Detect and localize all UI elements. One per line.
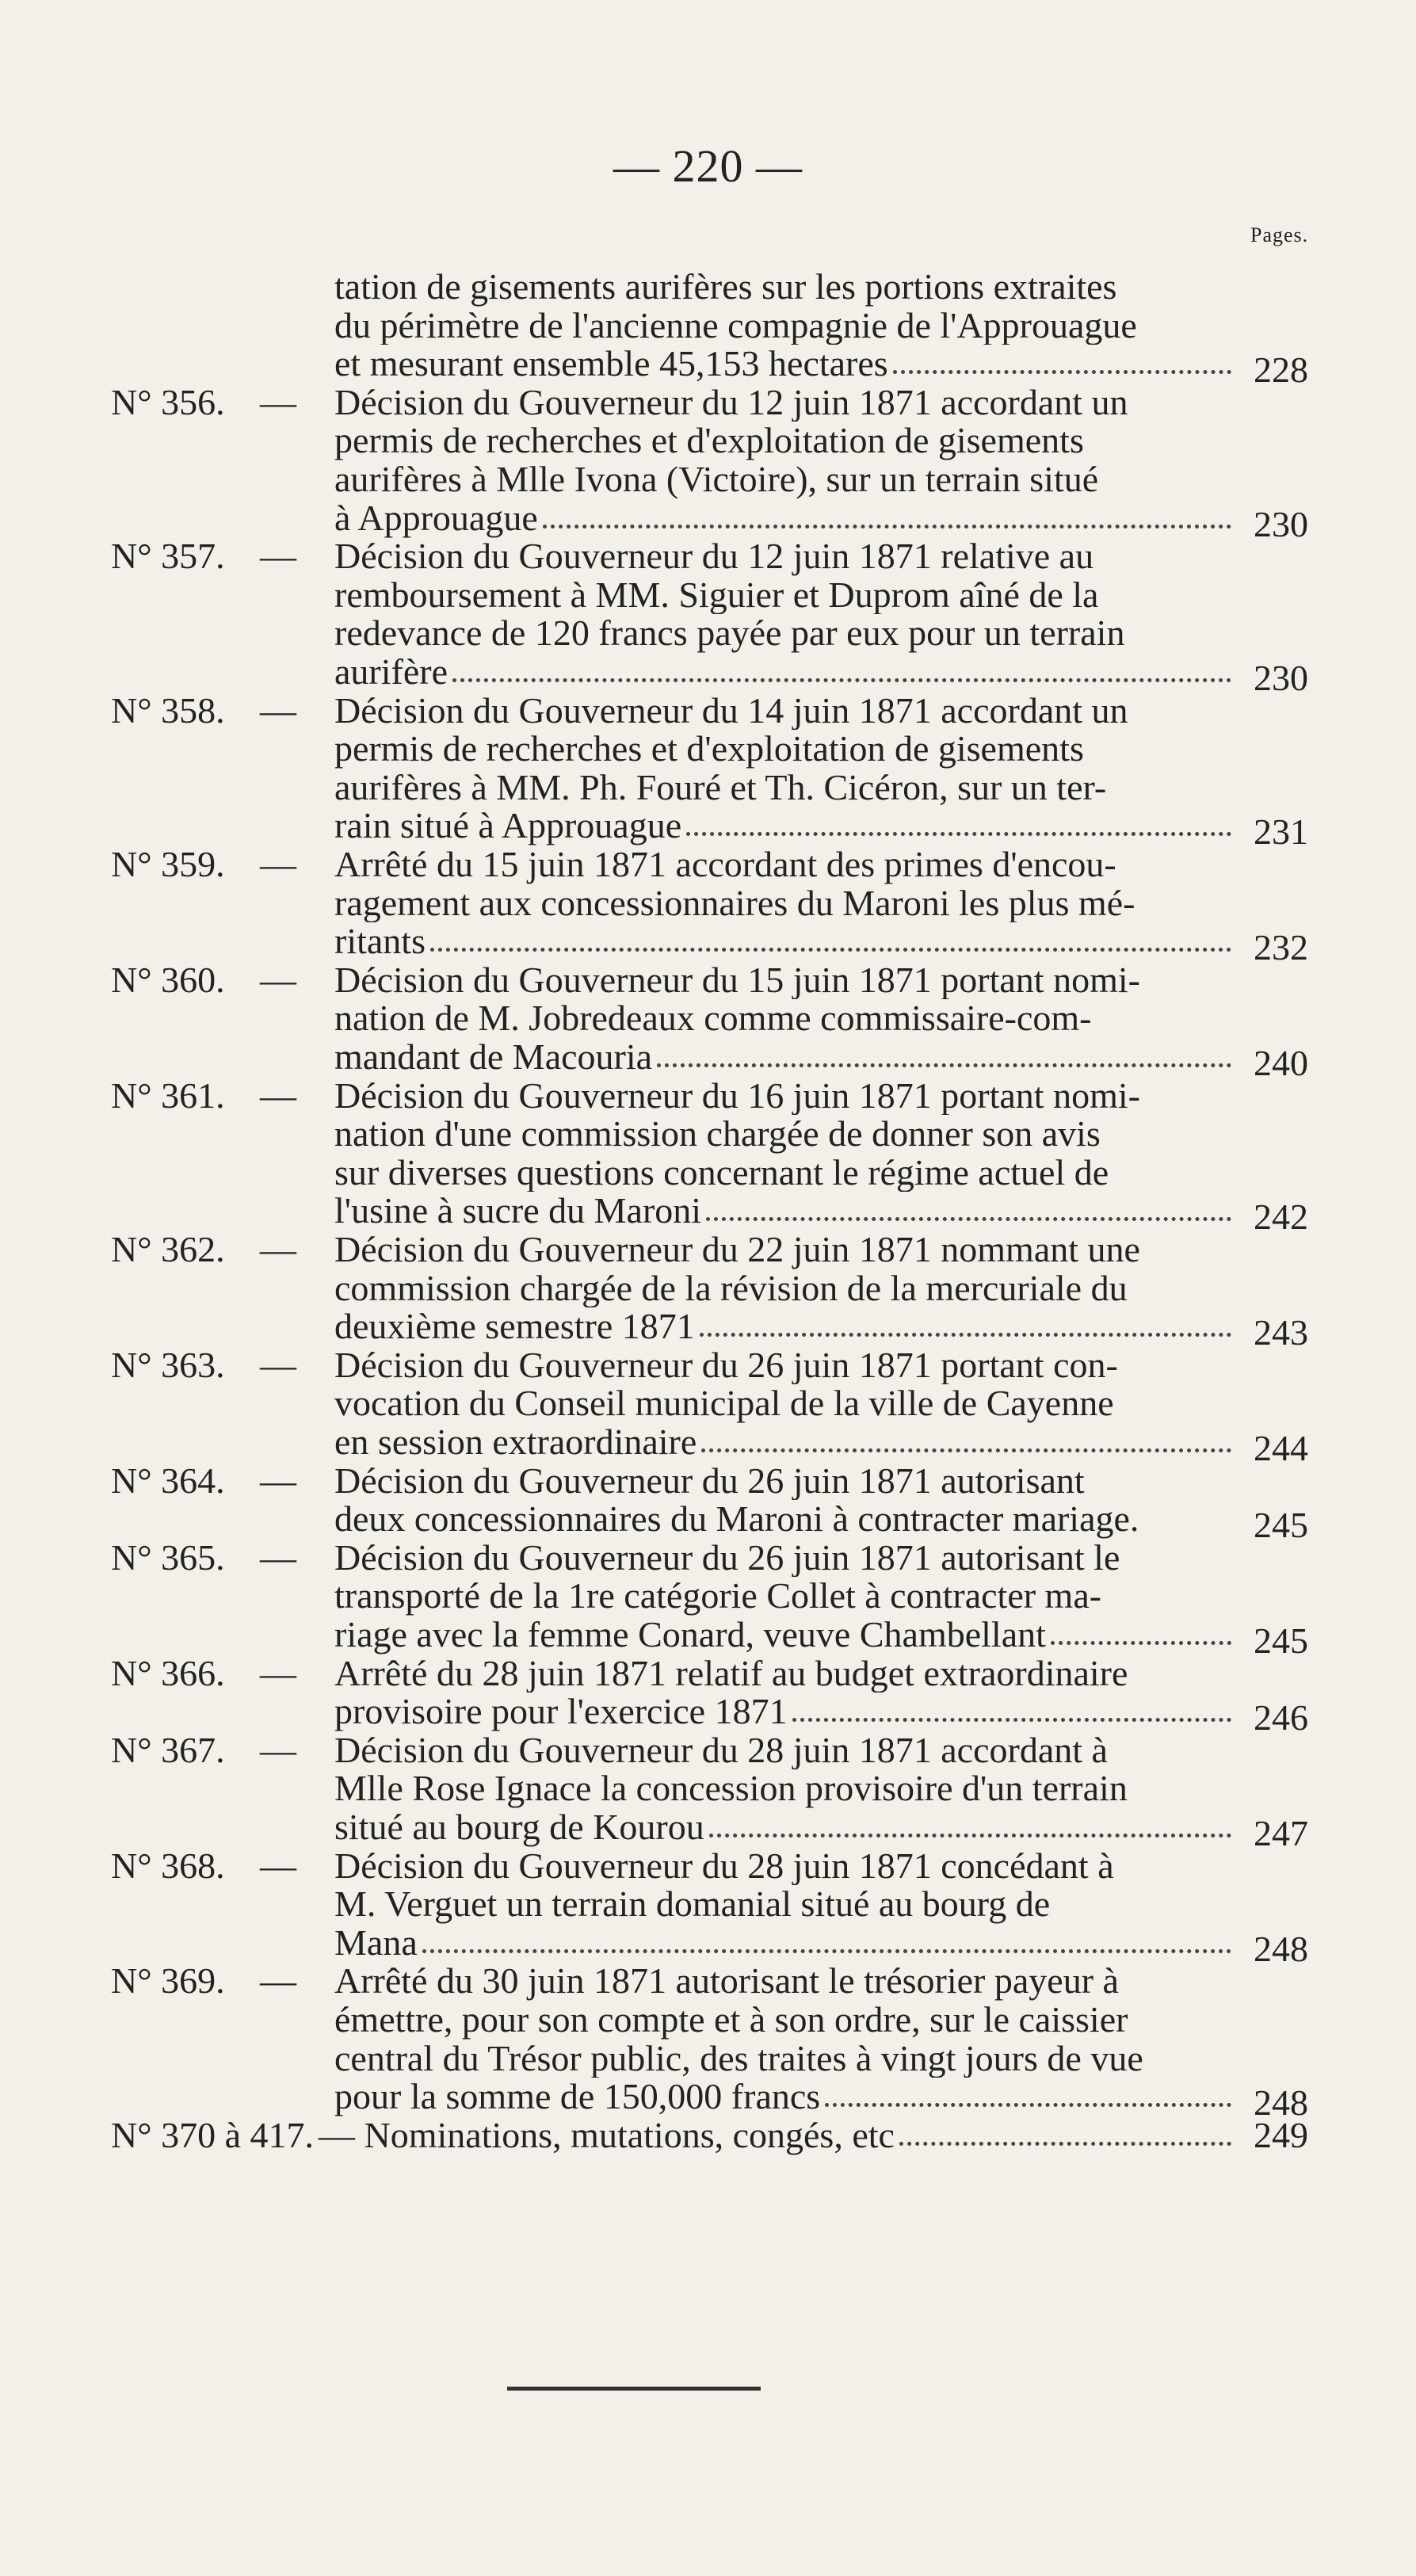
entry-line: émettre, pour son compte et à son ordre, sur le caissier [334, 2000, 1128, 2040]
entry-line: central du Trésor public, des traites à vingt jours de vue [334, 2039, 1143, 2078]
entry-dash: — [260, 1229, 296, 1269]
dot-leader [422, 1925, 1231, 1953]
entry-last-line [334, 1500, 1236, 1539]
dot-leader [825, 2079, 1231, 2107]
entry-line: M. Verguet un terrain domanial situé au bourg de [334, 1885, 1051, 1924]
entry-line: ragement aux concessionnaires du Maroni les plus mé- [334, 883, 1135, 923]
entry-text [334, 1731, 1236, 1847]
entry-text [334, 1962, 1236, 2116]
entry-page-number: 245 [1254, 1505, 1308, 1546]
entry-line: Arrêté du 28 juin 1871 relatif au budget extraordinaire [334, 1654, 1128, 1693]
dot-leader [709, 1810, 1231, 1838]
entry-number: N° 365. [111, 1536, 225, 1578]
entry-line: Mlle Rose Ignace la concession provisoire d'un terrain [334, 1769, 1128, 1808]
entry-last-text: deuxième semestre 1871 [334, 1306, 695, 1347]
entry-line: Arrêté du 30 juin 1871 autorisant le trésorier payeur à [334, 1962, 1119, 2001]
entry-last-text: mandant de Macouria [334, 1036, 653, 1077]
entry-dash: — [260, 1845, 296, 1886]
entry-page-number: 247 [1254, 1812, 1308, 1853]
entry-line: commission chargée de la révision de la mercuriale du [334, 1269, 1128, 1308]
entry-line: transporté de la 1re catégorie Collet à contracter ma- [334, 1577, 1102, 1616]
entry-line: Décision du Gouverneur du 15 juin 1871 portant nomi- [334, 960, 1140, 1000]
entry-page-number: 230 [1254, 503, 1308, 544]
entry-last-line [334, 922, 1236, 961]
entry-line: permis de recherches et d'exploitation de gisements [334, 730, 1084, 769]
entry-last-text: à Approuague [334, 497, 538, 538]
entry-page-number: 240 [1254, 1042, 1308, 1083]
entry-page-number: 249 [1254, 2114, 1308, 2155]
entry-last-line [319, 2116, 1236, 2154]
entry-last-line [334, 1038, 1236, 1077]
entry-line: Décision du Gouverneur du 26 juin 1871 autorisant le [334, 1538, 1120, 1578]
entry-line: vocation du Conseil municipal de la ville de Cayenne [334, 1384, 1114, 1423]
entry-page-number: 231 [1254, 811, 1308, 853]
dot-leader [700, 1309, 1231, 1337]
entry-page-number: 242 [1254, 1196, 1308, 1238]
entry-text [334, 1462, 1236, 1539]
entry-last-text: l'usine à sucre du Maroni [334, 1190, 702, 1231]
dot-leader [686, 808, 1231, 836]
entry-line: remboursement à MM. Siguier et Duprom aîné de la [334, 575, 1099, 615]
entry-line: permis de recherches et d'exploitation de gisements [334, 422, 1084, 460]
entry-line: Décision du Gouverneur du 26 juin 1871 autorisant [334, 1461, 1085, 1501]
entry-number: N° 358. [111, 689, 225, 731]
entry-page-number: 232 [1254, 927, 1308, 968]
entry-number: N° 364. [111, 1460, 225, 1501]
entry-number: N° 356. [111, 381, 225, 422]
entry-last-line [334, 345, 1236, 384]
dot-leader [899, 2118, 1231, 2146]
entry-last-line [334, 807, 1236, 845]
entry-line: nation d'une commission chargée de donner son avis [334, 1115, 1101, 1154]
entry-page-number: 245 [1254, 1620, 1308, 1661]
entry-dash: — [260, 959, 296, 1000]
dot-leader [792, 1694, 1231, 1722]
entry-text [334, 1539, 1236, 1654]
entry-line: Décision du Gouverneur du 28 juin 1871 concédant à [334, 1846, 1114, 1886]
entry-number: N° 366. [111, 1652, 225, 1693]
entry-last-line [334, 653, 1236, 692]
entry-line: du périmètre de l'ancienne compagnie de l'Approuague [334, 306, 1137, 345]
entry-line: Décision du Gouverneur du 14 juin 1871 accordant un [334, 691, 1128, 731]
entry-last-text: rain situé à Approuague [334, 805, 682, 846]
entry-dash: — [260, 1960, 296, 2002]
closing-rule [507, 2387, 761, 2391]
entry-text [334, 1231, 1236, 1346]
entry-dash: — [260, 1460, 296, 1501]
entry-line: Décision du Gouverneur du 28 juin 1871 accordant à [334, 1731, 1108, 1770]
entry-text [334, 1077, 1236, 1231]
entry-number: N° 367. [111, 1729, 225, 1770]
entry-line: sur diverses questions concernant le régime actuel de [334, 1153, 1109, 1193]
entry-number: N° 357. [111, 536, 225, 577]
entry-last-text: — Nominations, mutations, congés, etc [319, 2114, 895, 2155]
entry-text [334, 268, 1236, 384]
entry-number: N° 360. [111, 959, 225, 1000]
entry-page-number: 228 [1254, 349, 1308, 391]
entry-text [334, 1346, 1236, 1462]
entry-dash: — [260, 1074, 296, 1116]
entry-text [334, 537, 1236, 691]
dot-leader [452, 654, 1231, 682]
entry-last-line [334, 2078, 1236, 2116]
dot-leader [1051, 1617, 1231, 1645]
entry-last-text: aurifère [334, 651, 448, 692]
entry-text [334, 384, 1236, 537]
entry-dash: — [260, 1729, 296, 1770]
entry-last-line [334, 1924, 1236, 1963]
entry-text [334, 845, 1236, 961]
page-number: — 220 — [613, 140, 803, 192]
entry-line: Décision du Gouverneur du 12 juin 1871 accordant un [334, 383, 1128, 422]
entry-line: Décision du Gouverneur du 12 juin 1871 relative au [334, 537, 1094, 576]
entry-last-text: et mesurant ensemble 45,153 hectares [334, 343, 888, 384]
entry-last-line [334, 1192, 1236, 1231]
entry-page-number: 230 [1254, 657, 1308, 698]
entry-last-line [334, 1423, 1236, 1462]
entry-page-number: 248 [1254, 1928, 1308, 1969]
entry-dash: — [260, 381, 296, 422]
dot-leader [430, 924, 1231, 952]
entry-last-text: Mana [334, 1922, 418, 1963]
dot-leader [701, 1425, 1231, 1452]
entry-dash: — [260, 689, 296, 731]
entry-line: Décision du Gouverneur du 22 juin 1871 nommant une [334, 1231, 1140, 1269]
entry-dash: — [260, 1344, 296, 1385]
entry-number: N° 363. [111, 1344, 225, 1385]
entry-last-text: provisoire pour l'exercice 1871 [334, 1691, 788, 1732]
entry-number: N° 370 à 417. [111, 2114, 315, 2155]
entry-number: N° 359. [111, 844, 225, 884]
entry-last-line [334, 1808, 1236, 1847]
entry-number: N° 369. [111, 1960, 225, 2002]
dot-leader [657, 1040, 1231, 1067]
entry-last-text: ritants [334, 921, 426, 962]
entry-line: redevance de 120 francs payée par eux pour un terrain [334, 614, 1125, 653]
entry-last-text: pour la somme de 150,000 francs [334, 2076, 821, 2117]
entry-page-number: 244 [1254, 1427, 1308, 1468]
entry-dash: — [260, 1536, 296, 1578]
entry-last-line [334, 499, 1236, 538]
entry-dash: — [260, 1652, 296, 1693]
entry-last-text: riage avec la femme Conard, veuve Chambellant [334, 1613, 1046, 1654]
entry-last-text: en session extraordinaire [334, 1421, 697, 1462]
entry-last-text: situé au bourg de Kourou [334, 1806, 704, 1847]
entry-text [334, 1654, 1236, 1731]
entry-line: Décision du Gouverneur du 26 juin 1871 portant con- [334, 1345, 1118, 1385]
entry-page-number: 248 [1254, 2082, 1308, 2124]
entry-number: N° 368. [111, 1845, 225, 1886]
entry-line: aurifères à Mlle Ivona (Victoire), sur un terrain situé [334, 460, 1099, 499]
entry-line: Arrêté du 15 juin 1871 accordant des primes d'encou- [334, 845, 1116, 884]
entry-dash: — [260, 844, 296, 884]
dot-leader [893, 346, 1231, 374]
entry-text [334, 1847, 1236, 1963]
entry-page-number: 246 [1254, 1697, 1308, 1738]
entry-text [334, 961, 1236, 1077]
dot-leader [706, 1193, 1231, 1221]
pages-column-label: Pages. [1250, 223, 1309, 246]
entry-line: Décision du Gouverneur du 16 juin 1871 portant nomi- [334, 1076, 1140, 1116]
dot-leader [543, 501, 1231, 529]
entry-number: N° 361. [111, 1074, 225, 1116]
entry-line: tation de gisements aurifères sur les portions extraites [334, 268, 1117, 307]
entry-text [319, 2116, 1236, 2154]
entry-text [334, 692, 1236, 845]
entry-line: aurifères à MM. Ph. Fouré et Th. Cicéron, sur un ter- [334, 768, 1107, 807]
entry-last-line [334, 1693, 1236, 1731]
entry-line: nation de M. Jobredeaux comme commissaire-com- [334, 999, 1092, 1038]
entry-dash: — [260, 536, 296, 577]
entry-last-line [334, 1307, 1236, 1346]
entry-last-line [334, 1613, 1236, 1654]
entry-page-number: 243 [1254, 1312, 1308, 1353]
entry-last-text: deux concessionnaires du Maroni à contracter mariage. [334, 1498, 1139, 1540]
entry-number: N° 362. [111, 1229, 225, 1269]
